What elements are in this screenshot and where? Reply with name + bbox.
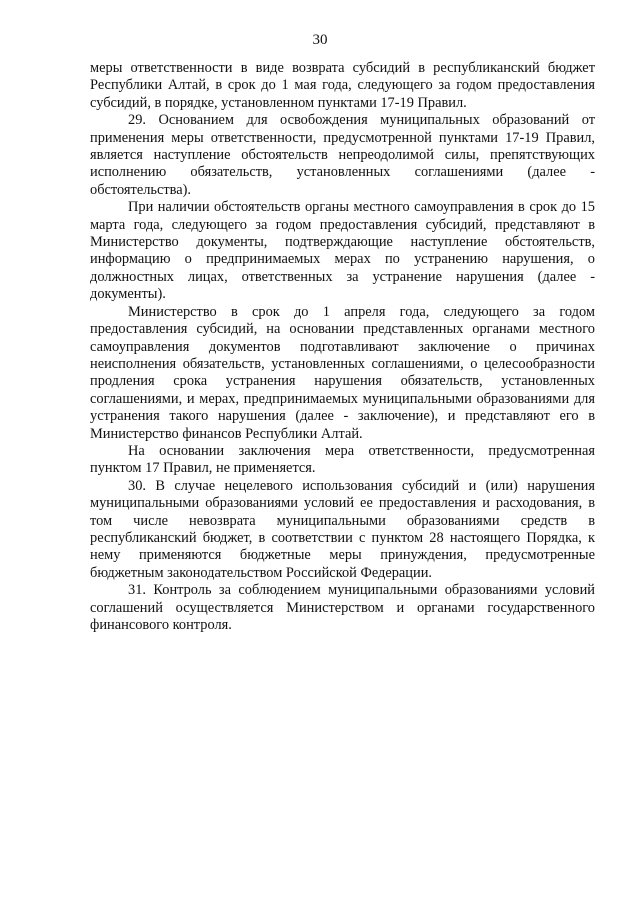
paragraph-continuation: меры ответственности в виде возврата субсидий в республиканский бюджет Республики Алтай, в срок до 1 мая года, следующего за годом предоставления субсидий, в порядке, установленном пунктами 17-19 Правил. — [90, 60, 595, 111]
page-number: 30 — [312, 32, 328, 48]
paragraph-clause-29: 29. Основанием для освобождения муниципальных образований от применения меры ответственности, предусмотренной пунктами 17-19 Правил, является наступление обстоятельств непреодолимой силы, препятствующих исполнению обязательств, установленных соглашениями (далее - обстоятельства). — [90, 112, 595, 198]
paragraph-clause-31: 31. Контроль за соблюдением муниципальными образованиями условий соглашений осуществляется Министерством и органами государственного финансового контроля. — [90, 582, 595, 633]
document-body — [90, 60, 595, 634]
paragraph-circumstances: При наличии обстоятельств органы местного самоуправления в срок до 15 марта года, следующего за годом предоставления субсидий, представляют в Министерство документы, подтверждающие наступление обстоятельств, информацию о предпринимаемых мерах по устранению нарушения, о должностных лицах, ответственных за устранение нарушения (далее - документы). — [90, 199, 595, 303]
paragraph-measure-not-applied: На основании заключения мера ответственности, предусмотренная пунктом 17 Правил, не применяется. — [90, 442, 595, 477]
paragraph-ministry-conclusion: Министерство в срок до 1 апреля года, следующего за годом предоставления субсидий, на основании представленных органами местного самоуправления документов подготавливают заключение о причинах неисполнения обязательств, установленных соглашениями, о целесообразности продления срока устранения нарушения обязательств, установленных соглашениями, и мерах, предпринимаемых муниципальными образованиями для устранения такого нарушения (далее - заключение), и представляют его в Министерство финансов Республики Алтай. — [90, 303, 595, 442]
paragraph-clause-30: 30. В случае нецелевого использования субсидий и (или) нарушения муниципальными образованиями условий ее предоставления и расходования, в том числе невозврата муниципальными образованиями средств в республиканский бюджет, в соответствии с пунктом 28 настоящего Порядка, к нему применяются бюджетные меры принуждения, предусмотренные бюджетным законодательством Российской Федерации. — [90, 477, 595, 581]
